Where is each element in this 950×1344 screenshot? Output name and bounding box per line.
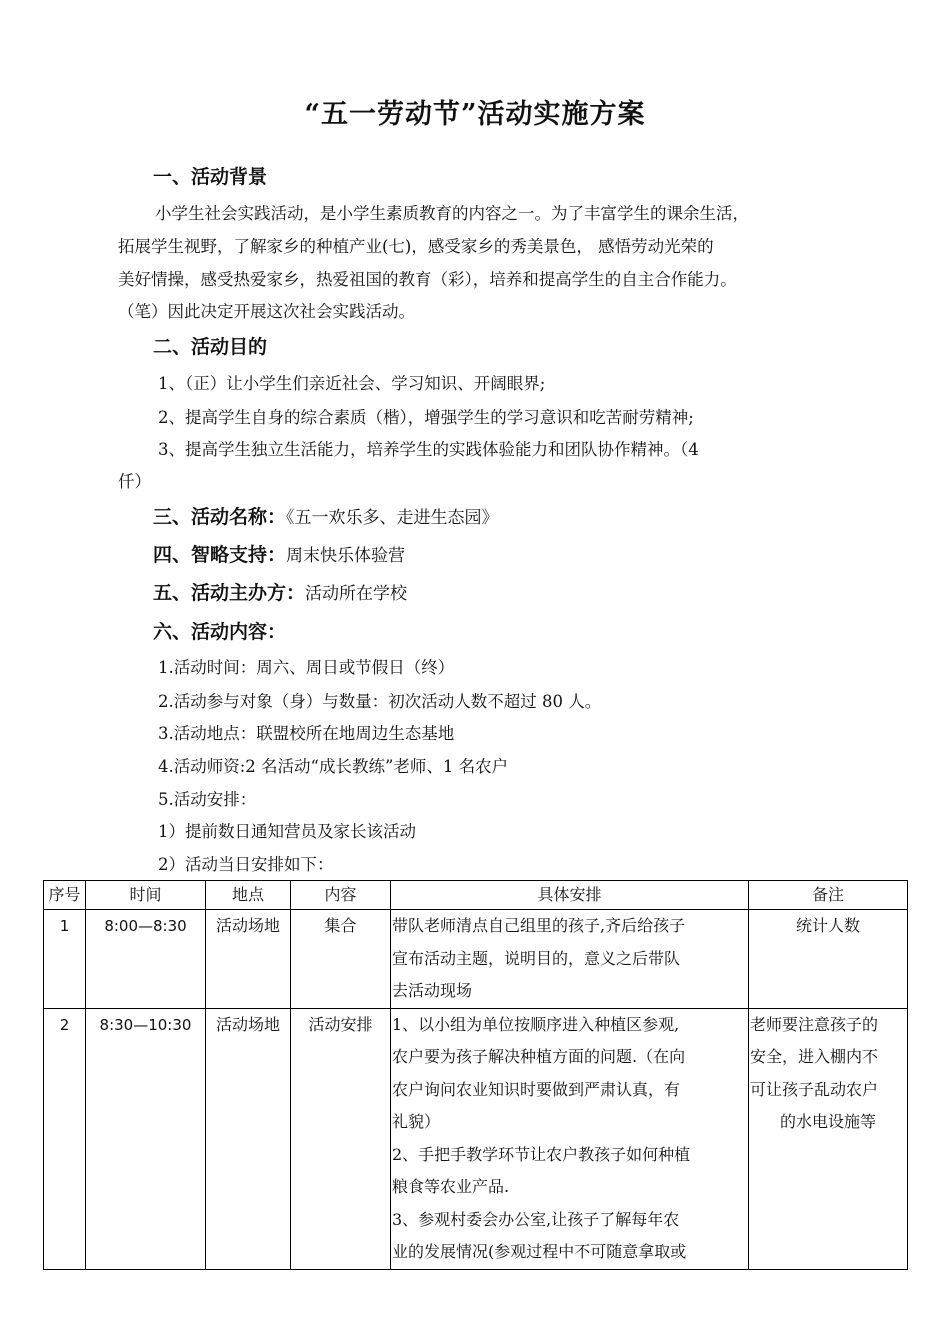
row-1-number: 1 bbox=[44, 910, 86, 1009]
row-1-time: 8:00—8:30 bbox=[86, 910, 206, 1009]
background-line-4: （笔）因此决定开展这次社会实践活动。 bbox=[118, 302, 415, 321]
row-2-detail-line: 3、参观村委会办公室,让孩子了解每年农 bbox=[392, 1209, 680, 1229]
header-place: 地点 bbox=[206, 881, 291, 910]
row-2-note-line: 老师要注意孩子的 bbox=[750, 1014, 879, 1034]
document-title: “五一劳动节”活动实施方案 bbox=[304, 99, 646, 130]
row-2-detail-line: 农户要为孩子解决种植方面的问题.（在向 bbox=[392, 1047, 686, 1066]
row-1-detail-line: 去活动现场 bbox=[392, 981, 473, 1000]
section-name bbox=[153, 502, 499, 529]
row-2-time: 8:30—10:30 bbox=[86, 1008, 206, 1269]
row-2-note-line: 安全，进入棚内不 bbox=[750, 1047, 879, 1066]
row-2-content: 活动安排 bbox=[291, 1008, 391, 1269]
row-1-content: 集合 bbox=[291, 910, 391, 1009]
background-line-3: 美好情操，感受热爱家乡，热爱祖国的教育（彩），培养和提高学生的自主合作能力。 bbox=[118, 270, 737, 289]
section-support-value: 周末快乐体验营 bbox=[286, 546, 406, 566]
row-2-note-line: 可让孩子乱动农户 bbox=[750, 1079, 879, 1099]
row-2-note bbox=[749, 1008, 908, 1269]
content-item-2: 2.活动参与对象（身）与数量：初次活动人数不超过 80 人。 bbox=[158, 692, 602, 711]
section-support-label: 四、智略支持： bbox=[153, 544, 287, 566]
table-header-row bbox=[44, 881, 908, 910]
row-1-note-line: 统计人数 bbox=[795, 916, 860, 935]
table-row bbox=[44, 910, 908, 1009]
section-organizer-label: 五、活动主办方： bbox=[153, 582, 306, 604]
background-line-1: 小学生社会实践活动，是小学生素质教育的内容之一。为了丰富学生的课余生活， bbox=[155, 204, 749, 223]
header-note: 备注 bbox=[749, 881, 908, 910]
section-name-value: 《五一欢乐多、走进生态园》 bbox=[286, 508, 499, 528]
section-support bbox=[153, 540, 405, 567]
row-2-detail-line: 礼貌） bbox=[392, 1112, 441, 1131]
row-2-detail-line: 粮食等农业产品. bbox=[392, 1177, 510, 1196]
header-time: 时间 bbox=[86, 881, 206, 910]
row-2-note-line: 的水电设施等 bbox=[779, 1112, 876, 1131]
purpose-item-3-cont: 仟） bbox=[118, 472, 151, 491]
row-2-detail bbox=[391, 1008, 749, 1269]
row-2-number: 2 bbox=[44, 1008, 86, 1269]
purpose-item-2: 2、提高学生自身的综合素质（楷），增强学生的学习意识和吃苦耐劳精神; bbox=[158, 408, 694, 427]
row-2-detail-line: 2、手把手教学环节让农户教孩子如何种植 bbox=[392, 1144, 691, 1164]
section-background-heading: 一、活动背景 bbox=[153, 166, 268, 188]
header-content: 内容 bbox=[291, 881, 391, 910]
content-item-7: 2）活动当日安排如下： bbox=[158, 855, 334, 874]
row-2-detail-line: 业的发展情况(参观过程中不可随意拿取或 bbox=[392, 1242, 687, 1261]
header-number: 序号 bbox=[44, 881, 86, 910]
row-1-place: 活动场地 bbox=[206, 910, 291, 1009]
purpose-item-1: 1、（正）让小学生们亲近社会、学习知识、开阔眼界; bbox=[158, 374, 546, 393]
content-item-5: 5.活动安排： bbox=[158, 790, 257, 809]
row-2-detail-line: 1、以小组为单位按顺序进入种植区参观, bbox=[392, 1014, 680, 1034]
section-name-label: 三、活动名称： bbox=[153, 506, 287, 528]
background-line-2: 拓展学生视野，了解家乡的种植产业(七)，感受家乡的秀美景色， 感悟劳动光荣的 bbox=[118, 237, 714, 256]
table-row bbox=[44, 1008, 908, 1269]
purpose-item-3: 3、提高学生独立生活能力，培养学生的实践体验能力和团队协作精神。（4 bbox=[158, 440, 699, 459]
section-purpose-heading: 二、活动目的 bbox=[153, 336, 268, 358]
row-1-note bbox=[749, 910, 908, 1009]
header-detail: 具体安排 bbox=[391, 881, 749, 910]
section-content-heading: 六、活动内容： bbox=[153, 621, 287, 643]
row-1-detail bbox=[391, 910, 749, 1009]
section-organizer-value: 活动所在学校 bbox=[305, 584, 408, 604]
section-organizer bbox=[153, 578, 407, 605]
row-2-detail-line: 农户询问农业知识时要做到严肃认真，有 bbox=[392, 1079, 681, 1099]
content-item-4: 4.活动师资:2 名活动“成长教练”老师、1 名农户 bbox=[158, 757, 509, 776]
row-1-detail-line: 带队老师清点自己组里的孩子,齐后给孩子 bbox=[392, 916, 686, 935]
content-item-6: 1）提前数日通知营员及家长该活动 bbox=[158, 822, 416, 841]
content-item-3: 3.活动地点：联盟校所在地周边生态基地 bbox=[158, 724, 455, 743]
content-item-1: 1.活动时间：周六、周日或节假日（终） bbox=[158, 658, 455, 677]
schedule-table bbox=[43, 880, 908, 1270]
row-1-detail-line: 宣布活动主题，说明目的，意义之后带队 bbox=[392, 948, 681, 968]
row-2-place: 活动场地 bbox=[206, 1008, 291, 1269]
